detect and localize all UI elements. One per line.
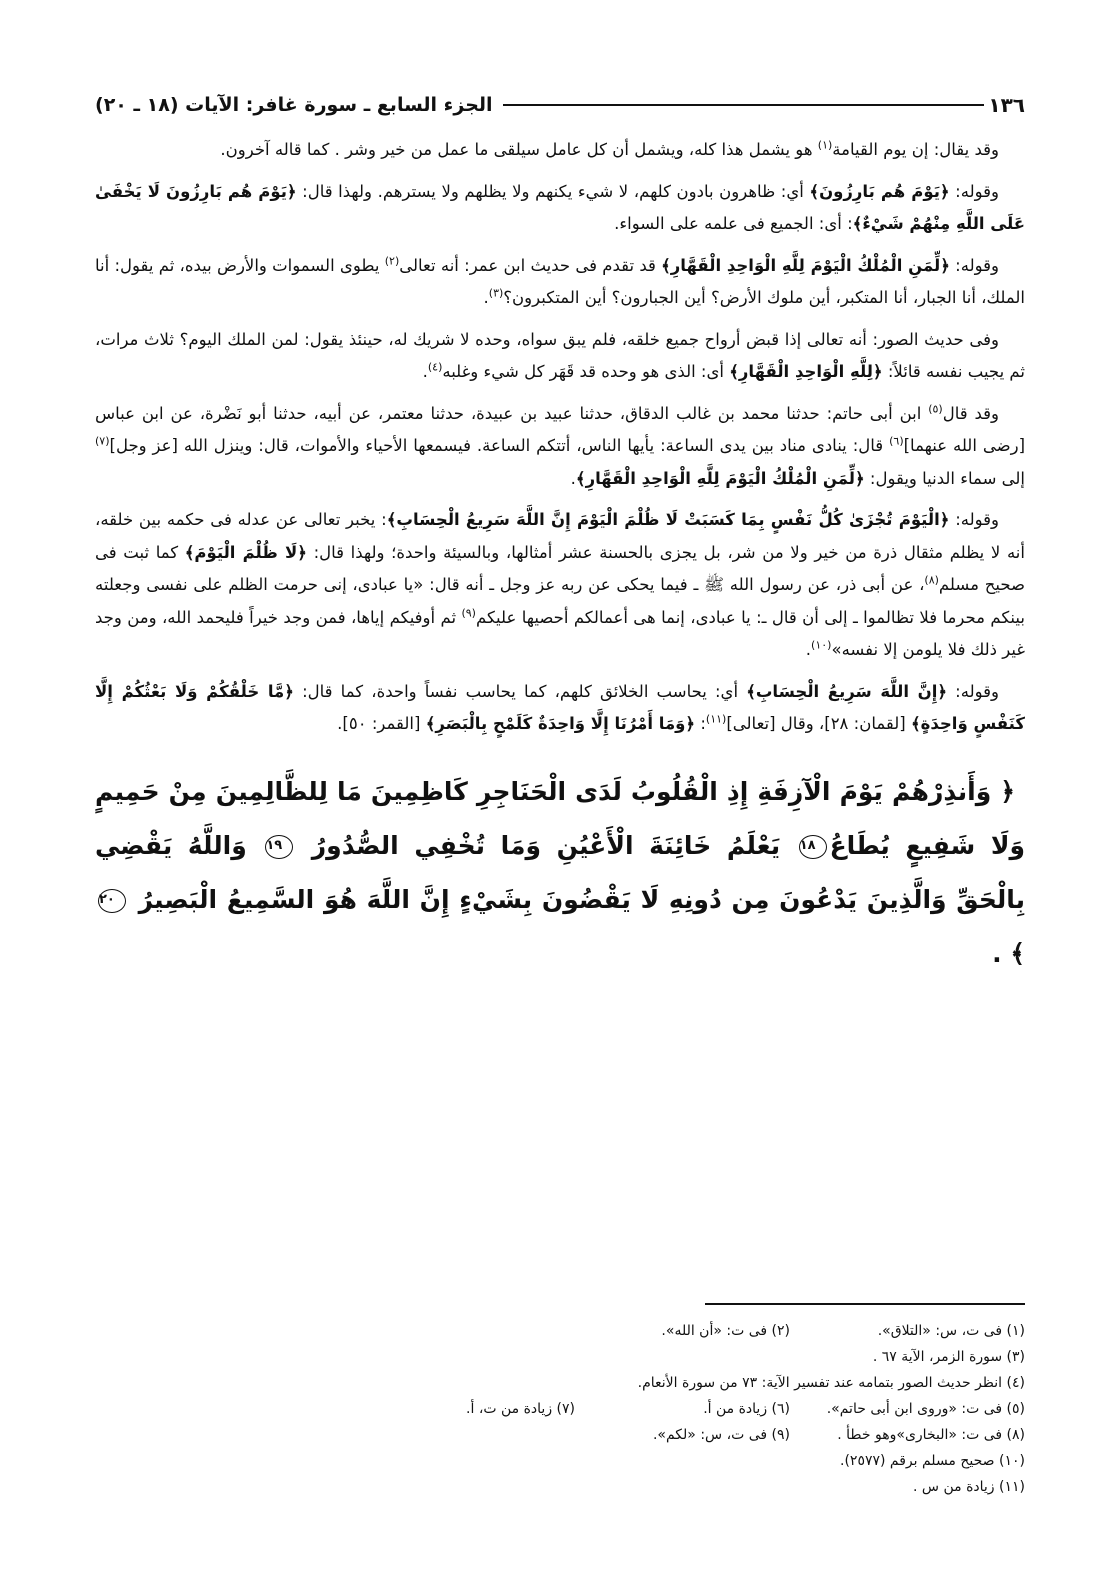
- quran-quote: ﴿لِلَّهِ الْوَاحِدِ الْقَهَّارِ﴾: [729, 362, 883, 381]
- paragraph: [95, 250, 1025, 315]
- book-page: [95, 88, 1025, 981]
- commentary-body: [95, 134, 1025, 741]
- footnote-marker: (١٠): [811, 638, 832, 652]
- ayah-number-marker: ١٩: [265, 835, 293, 859]
- quran-quote: ﴿يَوْمَ هُم بَارِزُونَ لَا يَخْفَىٰ عَلَى اللَّهِ مِنْهُمْ شَيْءٌ﴾: [95, 181, 1025, 233]
- paragraph: [95, 134, 1025, 167]
- text-segment: وقوله:: [949, 181, 999, 201]
- paragraph: [95, 324, 1025, 389]
- footnote-marker: (١): [817, 138, 833, 152]
- text-segment: [القمر: ٥٠].: [337, 714, 426, 733]
- quran-quote: ﴿يَوْمَ هُم بَارِزُونَ﴾: [809, 181, 950, 201]
- footnote-marker: (٧): [95, 434, 110, 448]
- footnote-row: [95, 1448, 1025, 1474]
- text-segment: يطوى السموات والأرض بيده، ثم يقول: أنا الملك، أنا الجبار، أنا المتكبر، أين ملوك الأرض؟ أين الجبارون؟ أين المتكبرون؟: [95, 255, 1025, 307]
- footnote-marker: (٣): [488, 286, 504, 300]
- text-segment: وقوله:: [947, 681, 999, 701]
- text-segment: .: [570, 468, 576, 488]
- text-segment: .: [805, 640, 812, 659]
- footnote-marker: (٥): [928, 402, 943, 415]
- quran-quote: ﴿لِّمَنِ الْمُلْكُ الْيَوْمَ لِلَّهِ الْوَاحِدِ الْقَهَّارِ﴾: [575, 468, 865, 488]
- text-segment: وقوله:: [949, 255, 999, 275]
- footnote: (١) فى ت، س: «التلاق».: [877, 1323, 1025, 1339]
- footnote: (٢) فى ت: «أن الله».: [661, 1323, 790, 1339]
- text-segment: [لقمان: ٢٨]، وقال [تعالى]: [726, 714, 911, 733]
- text-segment: يَعْلَمُ خَائِنَةَ الْأَعْيُنِ وَمَا تُخْفِي الصُّدُورُ: [296, 830, 796, 860]
- text-segment: .: [483, 288, 489, 307]
- text-segment: ، عن أبى ذر، عن رسول الله ﷺ ـ فيما يحكى عن ربه عز وجل ـ أنه قال: «يا عبادى، إنى حرمت الظلم على نفسى وجعلته بينكم محرما فلا تظالموا ـ إلى أن قال ـ: يا عبادى، إنما هى أعمالكم أحصيها عليكم: [95, 575, 1025, 627]
- text-segment: : أى: الجميع فى علمه على السواء.: [614, 214, 853, 233]
- footnote: (٨) فى ت: «البخارى»وهو خطأ .: [837, 1427, 1025, 1443]
- text-segment: قال: ينادى مناد بين يدى الساعة: يأيها الناس، أتتكم الساعة. فيسمعها الأحياء والأموات، قال: وينزل الله [عز وجل]: [109, 436, 890, 455]
- text-segment: وفى حديث الصور: أنه تعالى إذا قبض أرواح جميع خلقه، فلم يبق سواه، وحده لا شريك له، حينئذ يقول: لمن الملك اليوم؟ ثلاث مرات، ثم يجيب نفسه قائلاً:: [95, 329, 1025, 381]
- text-segment: كما ثبت فى صحيح مسلم: [95, 542, 1025, 594]
- footnote: (١١) زيادة من س .: [913, 1479, 1025, 1495]
- paragraph: [95, 676, 1025, 741]
- page-number: ١٣٦: [988, 93, 1025, 117]
- footnote: (١٠) صحيح مسلم برقم (٢٥٧٧).: [840, 1453, 1025, 1469]
- footnote: (٤) انظر حديث الصور بتمامه عند تفسير الآية: ٧٣ من سورة الأنعام.: [637, 1375, 1025, 1391]
- footnote-marker: (١١): [705, 712, 727, 726]
- text-segment: ابن أبى حاتم: حدثنا محمد بن غالب الدقاق، حدثنا عبيد بن عبيدة، حدثنا معتمر، عن أبيه، حدثنا أبو نَضْرة، عن ابن عباس [رضى الله عنهما]: [95, 403, 1026, 455]
- quran-quote: ﴿الْيَوْمَ تُجْزَىٰ كُلُّ نَفْسٍ بِمَا كَسَبَتْ لَا ظُلْمَ الْيَوْمَ إِنَّ اللَّهَ سَرِيعُ الْحِسَابِ﴾: [386, 510, 950, 529]
- footnote-marker: (٢): [384, 254, 400, 267]
- footnote-rule: [705, 1303, 1025, 1305]
- footnote: (٩) فى ت، س: «لكم».: [652, 1427, 790, 1443]
- footnote: (٣) سورة الزمر، الآية ٦٧ .: [872, 1349, 1025, 1365]
- footnote-row: [95, 1474, 1025, 1500]
- quran-quote: ﴿إِنَّ اللَّهَ سَرِيعُ الْحِسَابِ﴾: [746, 681, 948, 701]
- text-segment: .: [422, 362, 428, 381]
- running-title: الجزء السابع ـ سورة غافر: الآيات (١٨ ـ ٢٠): [95, 94, 493, 116]
- footnotes: [95, 1318, 1025, 1500]
- quran-quote: ﴿مَّا خَلْقُكُمْ وَلَا بَعْثُكُمْ إِلَّا كَنَفْسٍ وَاحِدَةٍ﴾: [95, 681, 1025, 733]
- quran-quote: ﴿وَمَا أَمْرُنَا إِلَّا وَاحِدَةٌ كَلَمْحٍ بِالْبَصَرِ﴾: [425, 714, 696, 733]
- text-segment: وَاللَّهُ يَقْضِي بِالْحَقِّ وَالَّذِينَ يَدْعُونَ مِن دُونِهِ لَا يَقْضُونَ بِشَيْءٍ إِنَّ اللَّهَ هُوَ السَّمِيعُ الْبَصِيرُ: [95, 830, 1025, 914]
- ayah-number-marker: ٢٠: [98, 889, 126, 913]
- text-segment: ﴾ .: [992, 938, 1025, 968]
- text-segment: أي: ظاهرون بادون كلهم، لا شيء يكنهم ولا يظلهم ولا يسترهم. ولهذا قال:: [296, 181, 810, 201]
- footnote-marker: (٤): [427, 360, 443, 374]
- text-segment: أى: الذى هو وحده قد قَهَر كل شيء وغلبه: [442, 362, 730, 381]
- footnote-marker: (٩): [461, 606, 476, 619]
- text-segment: ثم أوفيكم إياها، فمن وجد خيراً فليحمد الله، ومن وجد غير ذلك فلا يلومن إلا نفسه»: [95, 607, 1025, 659]
- text-segment: ﴿ وَأَنذِرْهُمْ يَوْمَ الْآزِفَةِ إِذِ الْقُلُوبُ لَدَى الْحَنَاجِرِ كَاظِمِينَ مَا لِلظَّالِمِينَ مِنْ حَمِيمٍ وَلَا شَفِيعٍ يُطَاعُ: [95, 776, 1025, 860]
- footnote-marker: (٦): [889, 434, 904, 448]
- text-segment: :: [695, 714, 706, 733]
- running-header: [95, 88, 1025, 122]
- text-segment: قد تقدم فى حديث ابن عمر: أنه تعالى: [399, 255, 662, 275]
- footnote-row: [95, 1370, 1025, 1396]
- quran-verse-block: [95, 765, 1025, 981]
- paragraph: [95, 504, 1025, 667]
- ayah-number-marker: ١٨: [799, 835, 827, 859]
- footnote: (٧) زيادة من ت، أ.: [466, 1401, 575, 1417]
- footnote: (٥) فى ت: «وروى ابن أبى حاتم».: [826, 1401, 1025, 1417]
- quran-quote: ﴿لَا ظُلْمَ الْيَوْمَ﴾: [184, 542, 307, 562]
- quran-quote: ﴿لِّمَنِ الْمُلْكُ الْيَوْمَ لِلَّهِ الْوَاحِدِ الْقَهَّارِ﴾: [661, 255, 950, 275]
- footnote-row: [95, 1396, 1025, 1422]
- text-segment: وقوله:: [949, 510, 1000, 529]
- paragraph: [95, 398, 1025, 496]
- footnote-marker: (٨): [924, 573, 939, 587]
- text-segment: وقد يقال: إن يوم القيامة: [832, 140, 999, 159]
- text-segment: هو يشمل هذا كله، ويشمل أن كل عامل سيلقى ما عمل من خير وشر . كما قاله آخرون.: [220, 140, 818, 159]
- text-segment: أي: يحاسب الخلائق كلهم، كما يحاسب نفساً واحدة، كما قال:: [293, 681, 747, 701]
- footnote-row: [95, 1422, 1025, 1448]
- footnote: (٦) زيادة من أ.: [703, 1401, 790, 1417]
- header-rule: [503, 104, 985, 106]
- text-segment: وقد قال: [942, 403, 999, 423]
- footnote-row: [95, 1344, 1025, 1370]
- text-segment: إلى سماء الدنيا ويقول:: [864, 468, 1025, 488]
- text-segment: : يخبر تعالى عن عدله فى حكمه بين خلقه، أنه لا يظلم مثقال ذرة من خير ولا من شر، بل يجزى بالحسنة عشر أمثالها، وبالسيئة واحدة؛ ولهذا قال:: [95, 510, 1025, 562]
- footnote-row: [95, 1318, 1025, 1344]
- paragraph: [95, 176, 1025, 241]
